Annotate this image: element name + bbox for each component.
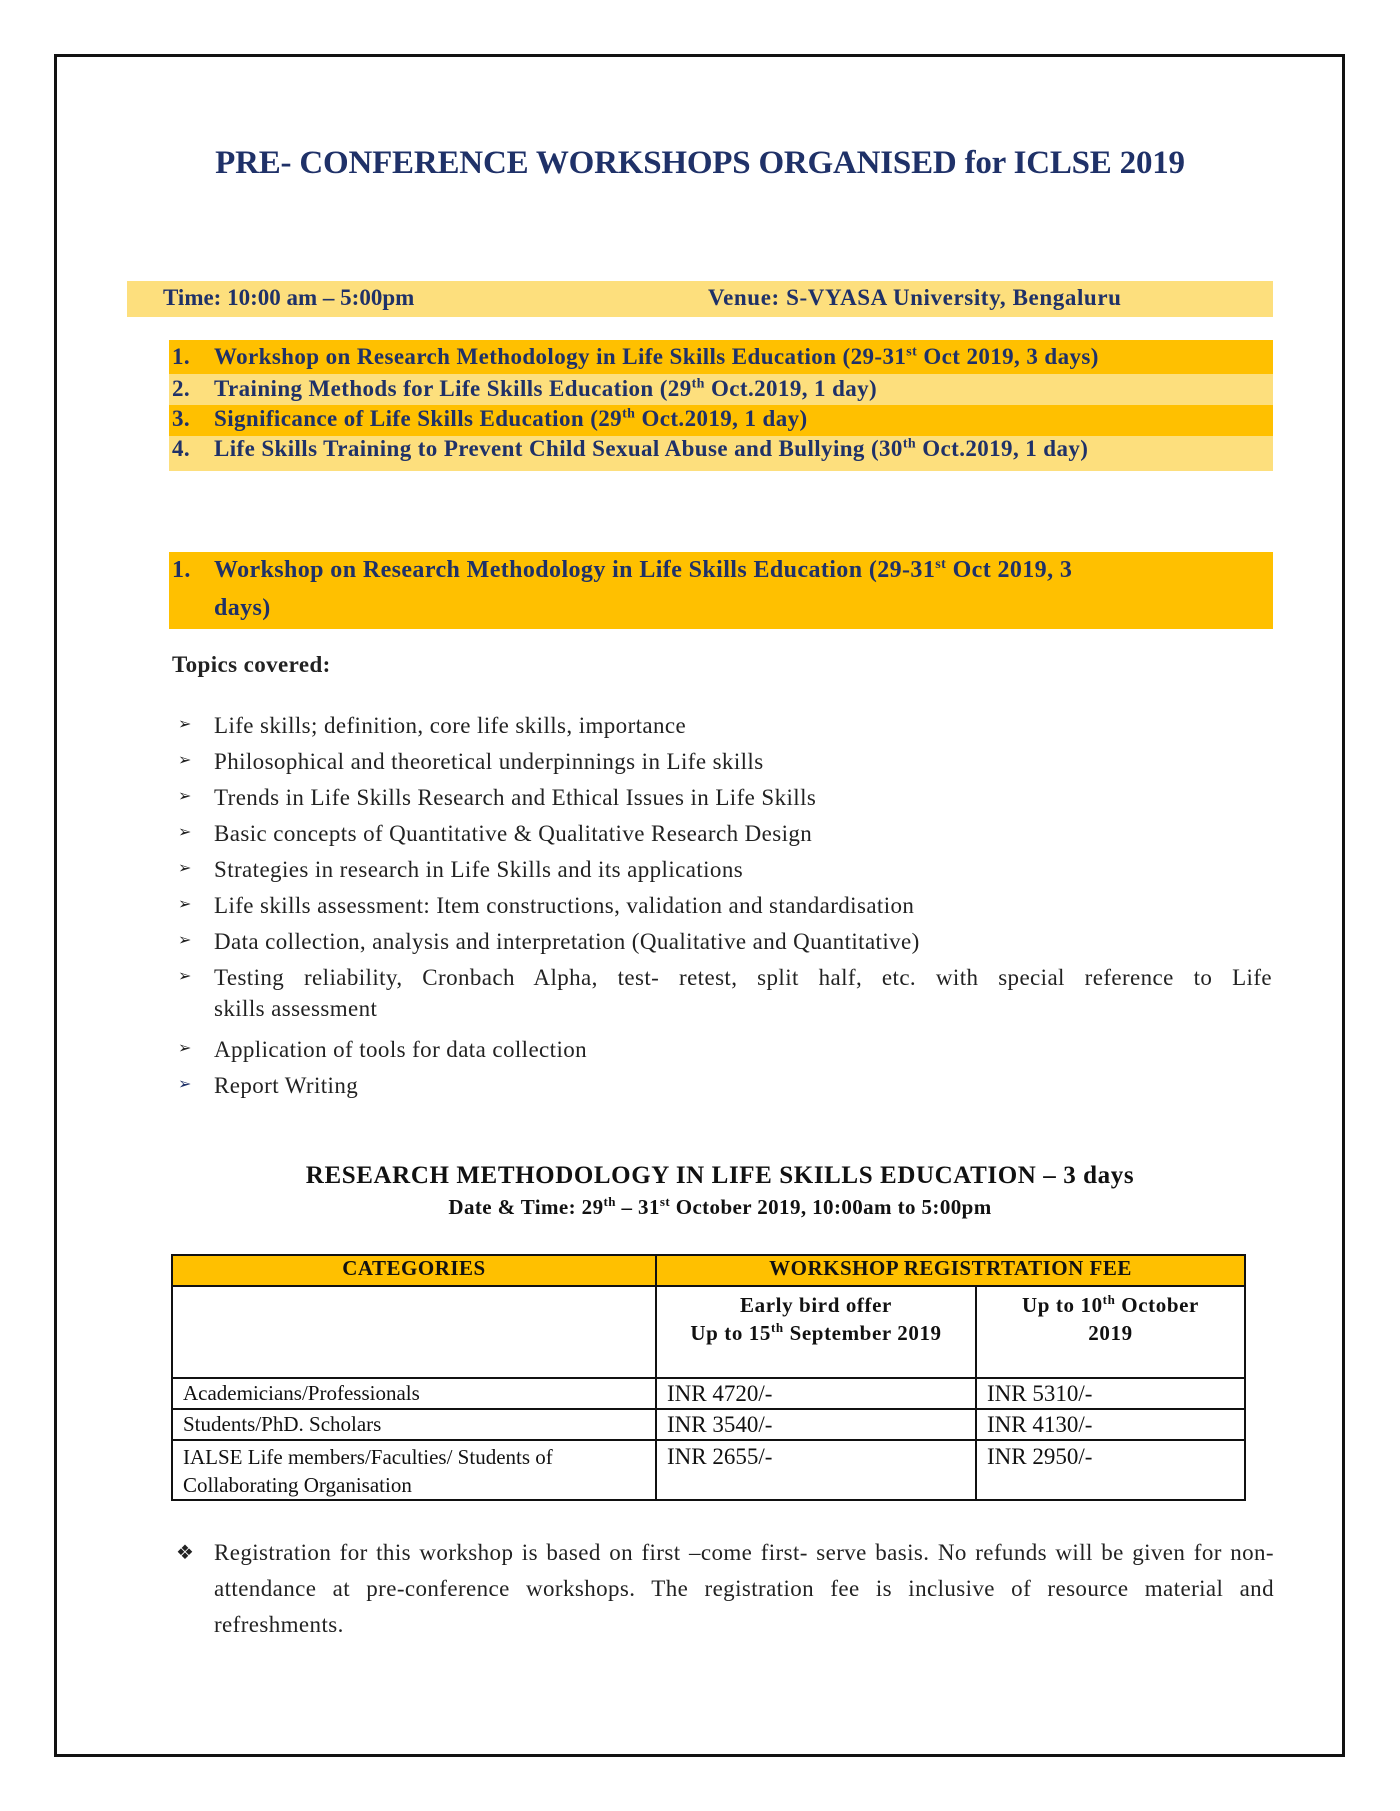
arrow-bullet-icon: ➢ — [178, 860, 192, 877]
empty-cell — [172, 1286, 656, 1378]
fee-heading: RESEARCH METHODOLOGY IN LIFE SKILLS EDUCATION – 3 days — [305, 1162, 1135, 1189]
arrow-bullet-icon: ➢ — [178, 896, 192, 913]
info-bar — [127, 281, 1273, 317]
early-bird-header: Early bird offer Up to 15th September 2019 — [656, 1286, 976, 1378]
arrow-bullet-icon: ➢ — [178, 824, 192, 841]
fee-table — [171, 1254, 1246, 1501]
workshop-list-item: 2. Training Methods for Life Skills Education (29th Oct.2019, 1 day) — [169, 374, 1273, 405]
late-fee-header: Up to 10th October 2019 — [976, 1286, 1245, 1378]
section-heading: 1. Workshop on Research Methodology in Life Skills Education (29-31st Oct 2019, 3 days) — [169, 552, 1273, 629]
table-row: IALSE Life members/Faculties/ Students of Collaborating Organisation INR 2655/- INR 2950/- — [172, 1440, 1245, 1500]
page-title: PRE- CONFERENCE WORKSHOPS ORGANISED for ICLSE 2019 — [215, 145, 1185, 181]
table-row: Students/PhD. Scholars INR 3540/- INR 4130/- — [172, 1409, 1245, 1440]
workshop-list-item: 1. Workshop on Research Methodology in Life Skills Education (29-31st Oct 2019, 3 days) — [169, 340, 1273, 374]
fee-date-time: Date & Time: 29th – 31st October 2019, 10:00am to 5:00pm — [448, 1194, 992, 1219]
table-row: Academicians/Professionals INR 4720/- INR 5310/- — [172, 1378, 1245, 1409]
col-header-categories: CATEGORIES — [172, 1255, 656, 1286]
workshop-list-item: 4. Life Skills Training to Prevent Child Sexual Abuse and Bullying (30th Oct.2019, 1 day) — [169, 436, 1273, 471]
topics-label: Topics covered: — [172, 652, 331, 677]
col-header-fee: WORKSHOP REGISTRTATION FEE — [656, 1255, 1245, 1286]
arrow-bullet-icon: ➢ — [178, 932, 192, 949]
time-label: Time: 10:00 am – 5:00pm — [163, 285, 415, 310]
venue-label: Venue: S-VYASA University, Bengaluru — [708, 285, 1122, 310]
diamond-bullet-icon: ❖ — [176, 1542, 195, 1564]
workshop-list-item: 3. Significance of Life Skills Education (29th Oct.2019, 1 day) — [169, 405, 1273, 436]
arrow-bullet-icon: ➢ — [178, 1040, 192, 1057]
arrow-bullet-icon: ➢ — [178, 716, 192, 733]
arrow-bullet-icon: ➢ — [178, 752, 192, 769]
arrow-bullet-icon: ➢ — [178, 1076, 192, 1093]
arrow-bullet-icon: ➢ — [178, 788, 192, 805]
arrow-bullet-icon: ➢ — [178, 968, 192, 985]
